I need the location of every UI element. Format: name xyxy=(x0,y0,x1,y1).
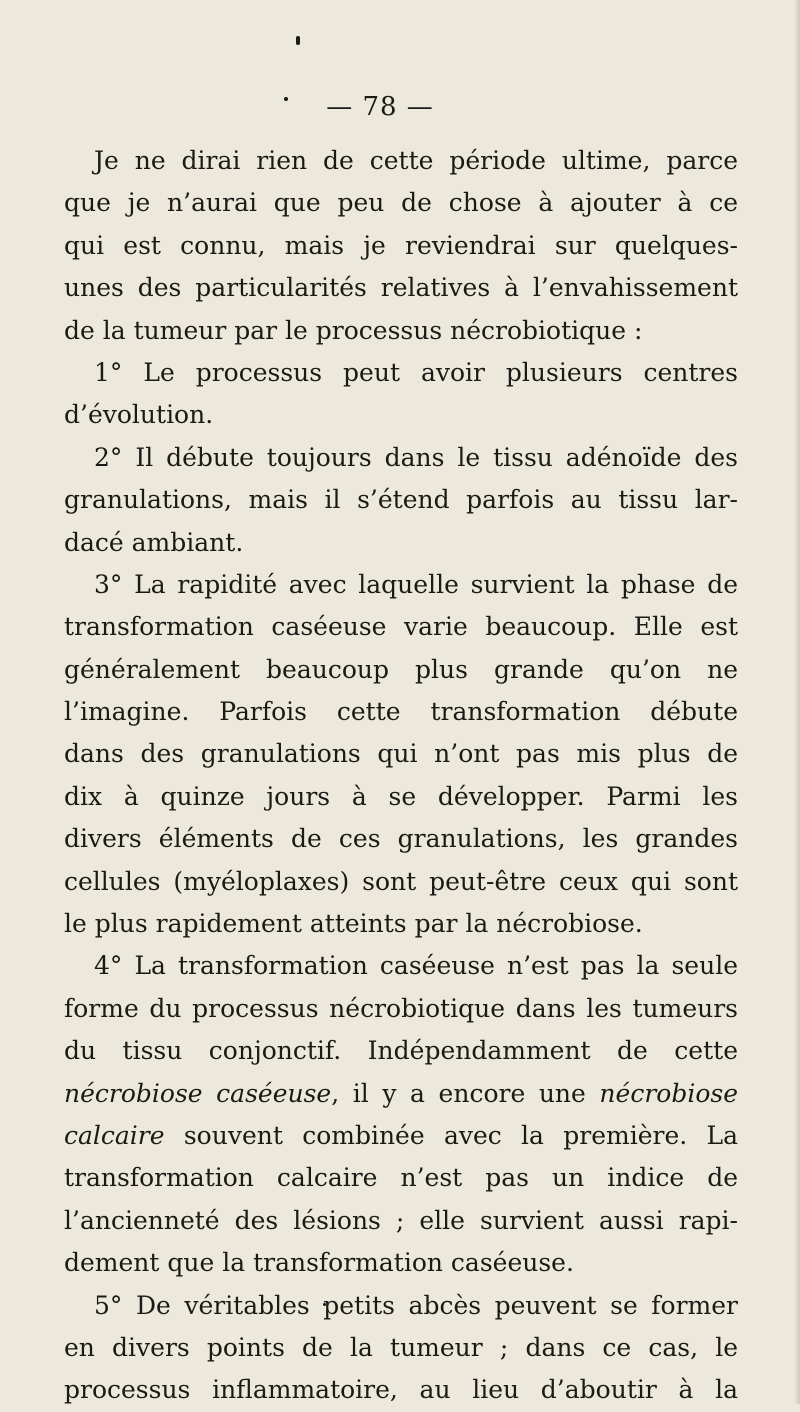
text-line: l’imagine. Parfois cette transformation débute xyxy=(64,697,738,727)
text-line: dans des granulations qui n’ont pas mis plus de xyxy=(64,739,738,769)
text-fragment: , il y a encore une xyxy=(331,1078,600,1108)
text-line: forme du processus nécrobiotique dans les tumeurs xyxy=(64,993,738,1023)
text-line-italic-mix xyxy=(64,1073,738,1115)
text-line: du tissu conjonctif. Indépendamment de cette xyxy=(64,1036,738,1066)
italic-term: nécrobiose xyxy=(599,1078,738,1108)
text-line: dement que la transformation caséeuse. xyxy=(64,1248,574,1278)
text-line: cellules (myéloplaxes) sont peut-être ceux qui sont xyxy=(64,866,738,896)
text-line: de la tumeur par le processus nécrobiotique : xyxy=(64,315,643,345)
text-line: que je n’aurai que peu de chose à ajouter à ce xyxy=(64,188,738,218)
text-line: transformation calcaire n’est pas un indice de xyxy=(64,1163,738,1193)
text-line: d’évolution. xyxy=(64,400,214,430)
text-line: le plus rapidement atteints par la nécrobiose. xyxy=(64,909,643,939)
text-line: qui est connu, mais je reviendrai sur quelques- xyxy=(64,230,738,260)
text-line: 3° La rapidité avec laquelle survient la phase de xyxy=(94,569,738,599)
italic-term: calcaire xyxy=(64,1120,165,1150)
text-line: dix à quinze jours à se développer. Parmi les xyxy=(64,781,738,811)
text-line: 5° De véritables petits abcès peuvent se former xyxy=(94,1290,738,1320)
text-line: dacé ambiant. xyxy=(64,527,244,557)
text-line: 4° La transformation caséeuse n’est pas la seule xyxy=(94,951,738,981)
italic-term: nécrobiose caséeuse xyxy=(64,1078,332,1108)
text-fragment: souvent combinée avec la première. La xyxy=(164,1120,738,1150)
text-line: unes des particularités relatives à l’envahissement xyxy=(64,273,738,303)
ink-speck xyxy=(296,36,300,45)
text-line: 1° Le processus peut avoir plusieurs centres xyxy=(94,357,738,387)
text-line: 2° Il débute toujours dans le tissu adénoïde des xyxy=(94,442,738,472)
page-edge-shadow xyxy=(794,0,800,1404)
text-line: Je ne dirai rien de cette période ultime, parce xyxy=(94,146,738,175)
text-line: généralement beaucoup plus grande qu’on ne xyxy=(64,654,738,684)
text-line: l’ancienneté des lésions ; elle survient aussi rapi- xyxy=(64,1205,738,1235)
text-line: transformation caséeuse varie beaucoup. Elle est xyxy=(64,612,738,642)
text-line: en divers points de la tumeur ; dans ce cas, le xyxy=(64,1332,738,1362)
page-number: — 78 — xyxy=(326,92,434,122)
body-text xyxy=(64,140,738,1412)
text-line: granulations, mais il s’étend parfois au tissu lar- xyxy=(64,485,738,515)
text-line: divers éléments de ces granulations, les grandes xyxy=(64,824,738,854)
text-line: processus inflammatoire, au lieu d’aboutir à la xyxy=(64,1375,738,1405)
text-line-italic-mix xyxy=(64,1115,738,1157)
